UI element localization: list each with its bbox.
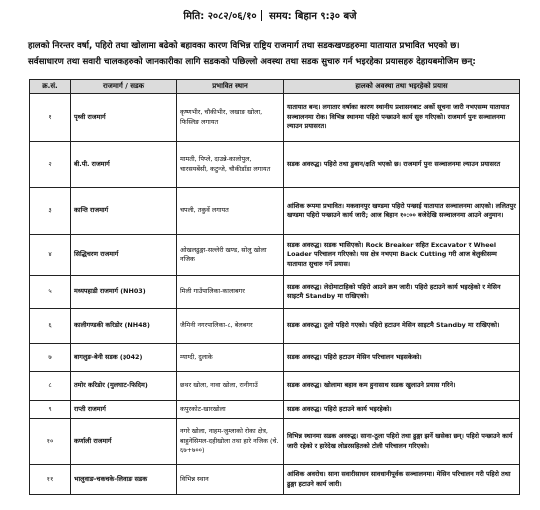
table-row [30, 276, 520, 309]
row-serial: ७ [30, 344, 71, 372]
row-place: नगरे खोला, नाहम-जुम्लाको रोका क्षेत्र, बाहुनेसिमल-दहीखोला तथा हारे नजिक (चे. ६७+७००) [177, 419, 284, 465]
column-header-road: राजमार्ग / सडक [71, 80, 177, 94]
row-serial: २ [30, 142, 71, 188]
table-row [30, 142, 520, 188]
intro-line-2: सर्वसाधारण तथा सवारी चालकहरुको जानकारीका लागि सडकको पछिल्लो अवस्था तथा सडक सुचारु गर्न भइरहेका प्रयासहरु देहायबमोजिम छन्: [28, 57, 476, 67]
table-row [30, 94, 520, 142]
row-serial: ८ [30, 372, 71, 401]
report-time: समय: बिहान ९:३० बजे [269, 11, 357, 22]
row-place: मिली गाउँपालिका-कालाबगर [177, 276, 284, 309]
row-road: राप्ती राजमार्ग [71, 401, 177, 419]
row-place: म्याग्दी, दुलाके [177, 344, 284, 372]
row-road: बागलुङ-बेनी सडक (३042) [71, 344, 177, 372]
row-status: सडक अवरुद्ध। पहिरो हटाउन मेसिन परिचालन भइसकेको। [284, 344, 520, 372]
row-place: जैमिनी नगरपालिका-८, बेलबगर [177, 309, 284, 344]
row-serial: ६ [30, 309, 71, 344]
row-status: सडक अवरुद्ध। ठूलो पहिरो गएको। पहिरो हटाउन मेसिन साइटमै Standby मा राखिएको। [284, 309, 520, 344]
row-serial: ९ [30, 401, 71, 419]
row-serial: १ [30, 94, 71, 142]
table-row [30, 419, 520, 465]
road-status-table [29, 79, 520, 495]
row-place: चपली, तकुर्वे लगायत [177, 188, 284, 235]
row-status: सडक अवरुद्ध। लेदोमाटाहिको पहिरो आउने क्रम जारी। पहिरो हटाउने कार्य भइरहेको र मेसिन साइटमै Standby मा राखिएको। [284, 276, 520, 309]
row-status: यातायात बन्द। लगातार वर्षाका कारण स्थानीय प्रशासनबाट अर्को सूचना जारी नभएसम्म यातायात सञ्चालनमा रोक। विभिन्न स्थानमा पहिरो पन्छाउने कार्य सुरु गरिएको। राजमार्ग पुनः सञ्चालनमा ल्याउन प्रयासरत। [284, 94, 520, 142]
intro-line-1: हालको निरन्तर वर्षा, पहिरो तथा खोलामा बढेको बहावका कारण विभिन्न राष्ट्रिय राजमार्ग तथा सडकखण्डहरुमा यातायात प्रभावित भएको छ। [28, 41, 460, 51]
row-place: मामती, पिप्ले, दाउन्ने-कालोपुल, चारसयबेंसी, कटुन्जे, चौकीडाँडा लगायत [177, 142, 284, 188]
table-row [30, 344, 520, 372]
row-road: पृथ्वी राजमार्ग [71, 94, 177, 142]
row-road: मध्यपहाडी राजमार्ग (NH03) [71, 276, 177, 309]
row-serial: ५ [30, 276, 71, 309]
row-serial: ११ [30, 465, 71, 495]
row-status: सडक अवरुद्ध। पहिरो हटाउने कार्य भइरहेको। [284, 401, 520, 419]
row-place: विभिन्न स्थान [177, 465, 284, 495]
table-row [30, 465, 520, 495]
row-place: छथर खोला, नावा खोला, रानीगाउँ [177, 372, 284, 401]
column-header-serial: क्र.सं. [30, 80, 71, 94]
row-status: विभिन्न स्थानमा सडक अवरुद्ध। साना-ठूला पहिरो तथा ढुङ्गा झर्ने खसेका छन्। पहिरो पन्छाउने कार्य जारी रहेको र हारेदेख लोडरसहितको टोली परिचालन गरिएको। [284, 419, 520, 465]
row-serial: ३ [30, 188, 71, 235]
report-date: मिति: २०८२/०६/१० [183, 11, 257, 22]
row-road: कान्ति राजमार्ग [71, 188, 177, 235]
table-row [30, 235, 520, 276]
row-serial: ४ [30, 235, 71, 276]
row-place: कपुरकोट-खारखोला [177, 401, 284, 419]
report-header [0, 8, 540, 22]
table-header-row [30, 80, 520, 94]
row-status: आंशिक रूपमा प्रभावित। मकवानपुर खण्डमा पहिरो पन्छाई यातायात सञ्चालनमा आएको। ललितपुर खण्डमा पहिरो पन्छाउने कार्य जारी; आज बिहान १०:०० बजेदेखि सञ्चालनमा आउने अनुमान। [284, 188, 520, 235]
row-road: भालुवाङ-चकचके-लिवाङ सडक [71, 465, 177, 495]
row-place: ओखलढुङ्गा-सल्लेरी खण्ड, सोलु खोला नजिक [177, 235, 284, 276]
row-road: तमोर करिडोर (मुलघाट-फिदिम) [71, 372, 177, 401]
column-header-place: प्रभावित स्थान [177, 80, 284, 94]
table-row [30, 188, 520, 235]
row-road: कालीगण्डकी करिडोर (NH48) [71, 309, 177, 344]
row-status: सडक अवरुद्ध। सडक भासिएको। Rock Breaker सहित Excavator र Wheel Loader परिचालन गरिएको। यस क्षेत्र नभएमा Back Cutting गरी आज बेलुकीसम्म यातायात सुचारु गर्ने प्रयास। [284, 235, 520, 276]
column-header-status: हालको अवस्था तथा भइरहेको प्रयास [284, 80, 520, 94]
row-place: कृष्णभीर, चौकीभीर, जखाङ खोला, फिस्लिङ लगायत [177, 94, 284, 142]
row-serial: १० [30, 419, 71, 465]
table-row [30, 372, 520, 401]
row-road: बी.पी. राजमार्ग [71, 142, 177, 188]
header-separator [261, 10, 262, 21]
row-status: सडक अवरुद्ध। पहिरो तथा डुबान/क्षति भएको छ। राजमार्ग पुनः सञ्चालनमा ल्याउन प्रयासरत [284, 142, 520, 188]
table-row [30, 309, 520, 344]
table-row [30, 401, 520, 419]
row-status: आंशिक अवरोध। साना सवारीसाधन सावधानीपूर्वक सञ्चालनमा। मेसिन परिचालन गरी पहिरो तथा ढुङ्गा हटाउने कार्य जारी। [284, 465, 520, 495]
row-road: सिद्धिचरण राजमार्ग [71, 235, 177, 276]
row-status: सडक अवरुद्ध। खोलामा बहाव कम हुनासाथ सडक खुलाउने प्रयास गरिने। [284, 372, 520, 401]
intro-paragraph [28, 38, 518, 70]
row-road: कर्णाली राजमार्ग [71, 419, 177, 465]
